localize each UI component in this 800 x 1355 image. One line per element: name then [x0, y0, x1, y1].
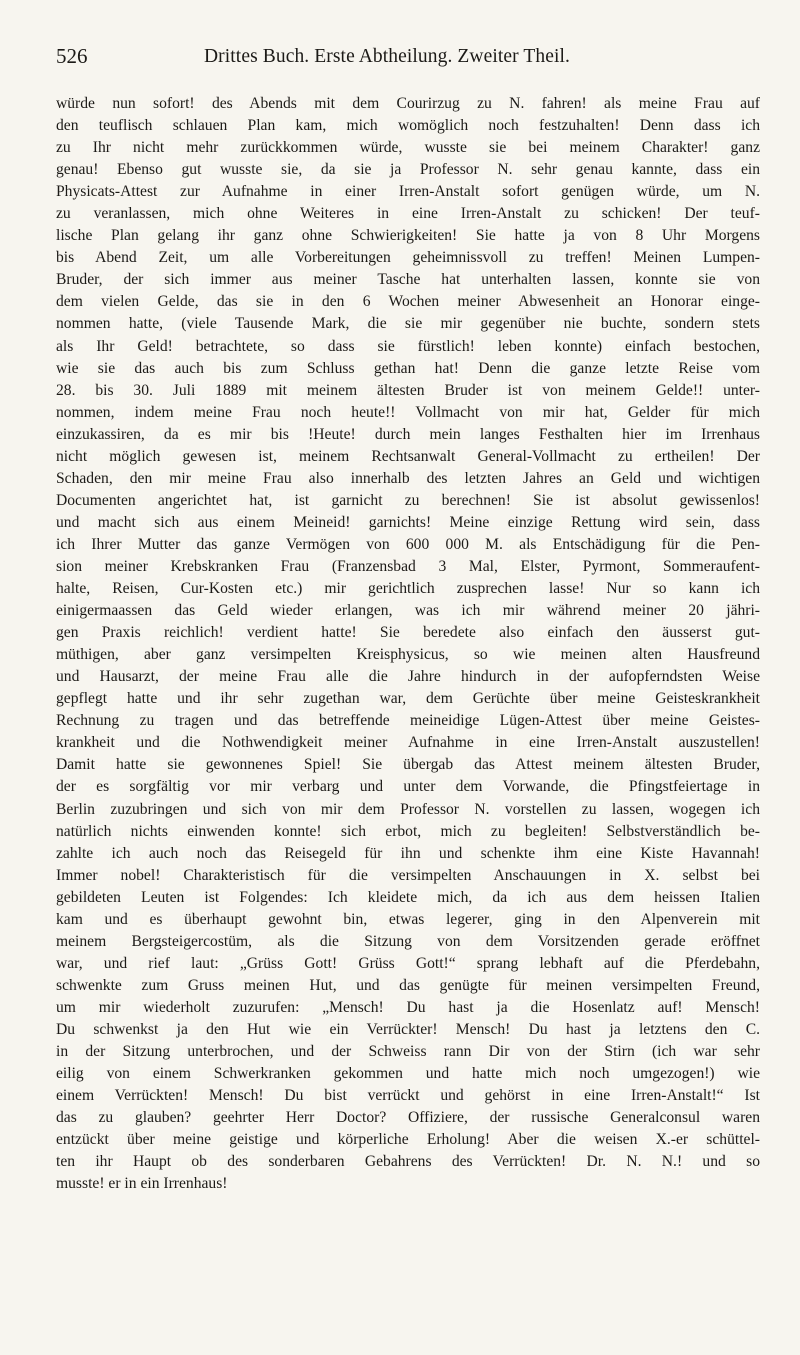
text-line: Du schwenkst ja den Hut wie ein Verrückter! Mensch! Du hast ja letztens den C.: [56, 1020, 760, 1038]
text-line: den teuflisch schlauen Plan kam, mich womöglich noch festzuhalten! Denn dass ich: [56, 117, 760, 135]
text-line: meinem Bergsteigercostüm, als die Sitzung von dem Vorsitzenden gerade eröffnet: [56, 932, 760, 950]
text-line: der es sorgfältig vor mir verbarg und unter dem Vorwande, die Pfingstfeiertage in: [56, 778, 760, 796]
text-line: kam und es überhaupt gewohnt bin, etwas legerer, ging in den Alpenverein mit: [56, 910, 760, 928]
text-line: Physicats-Attest zur Aufnahme in einer Irren-Anstalt sofort genügen würde, um N.: [56, 183, 760, 201]
text-line: und macht sich aus einem Meineid! garnichts! Meine einzige Rettung wird sein, dass: [56, 513, 760, 531]
text-line: zu Ihr nicht mehr zurückkommen würde, wusste sie bei meinem Charakter! ganz: [56, 139, 760, 157]
text-line: um mir wiederholt zuzurufen: „Mensch! Du hast ja die Hosenlatz auf! Mensch!: [56, 998, 760, 1016]
text-line: als Ihr Geld! betrachtete, so dass sie fürstlich! leben konnte) einfach bestochen,: [56, 337, 760, 355]
text-line: zu veranlassen, mich ohne Weiteres in eine Irren-Anstalt zu schicken! Der teuf-: [56, 205, 760, 223]
text-line: ich Ihrer Mutter das ganze Vermögen von 600 000 M. als Entschädigung für die Pen-: [56, 535, 760, 553]
text-line: war, und rief laut: „Grüss Gott! Grüss Gott!“ sprang lebhaft auf die Pferdebahn,: [56, 954, 760, 972]
text-line: lische Plan gelang ihr ganz ohne Schwierigkeiten! Sie hatte ja von 8 Uhr Morgens: [56, 227, 760, 245]
page-header: [56, 44, 760, 74]
text-line: Rechnung zu tragen und das betreffende meineidige Lügen-Attest über meine Geistes-: [56, 712, 760, 730]
text-line: Damit hatte sie gewonnenes Spiel! Sie übergab das Attest meinem ältesten Bruder,: [56, 756, 760, 774]
text-line: einzukassiren, da es mir bis !Heute! durch mein langes Festhalten hier im Irrenhaus: [56, 425, 760, 443]
text-line: entzückt über meine geistige und körperliche Erholung! Aber die weisen X.-er schüttel-: [56, 1131, 760, 1149]
text-line: in der Sitzung unterbrochen, und der Schweiss rann Dir von der Stirn (ich war sehr: [56, 1043, 760, 1061]
text-line: ten ihr Haupt ob des sonderbaren Gebahrens des Verrückten! Dr. N. N.! und so: [56, 1153, 760, 1171]
body-text: [56, 93, 760, 1195]
text-line: gebildeten Leuten ist Folgendes: Ich kleidete mich, da ich aus dem heissen Italien: [56, 888, 760, 906]
text-line: nommen hatte, (viele Tausende Mark, die sie mir gegenüber nie buchte, sondern stets: [56, 315, 760, 333]
text-line: gepflegt hatte und ihr sehr zugethan war, dem Gerüchte über meine Geisteskrankheit: [56, 690, 760, 708]
running-head: Drittes Buch. Erste Abtheilung. Zweiter Theil.: [204, 46, 570, 67]
text-line: genau! Ebenso gut wusste sie, da sie ja Professor N. sehr genau kannte, dass ein: [56, 161, 760, 179]
text-line: musste! er in ein Irrenhaus!: [56, 1175, 228, 1193]
text-line: eilig von einem Schwerkranken gekommen und hatte mich noch umgezogen!) wie: [56, 1065, 760, 1083]
text-line: nicht möglich gewesen ist, meinem Rechtsanwalt General-Vollmacht zu ertheilen! Der: [56, 447, 760, 465]
text-line: Bruder, der sich immer aus meiner Tasche hat unterhalten lassen, konnte sie von: [56, 271, 760, 289]
text-line: Immer nobel! Charakteristisch für die versimpelten Anschauungen in X. selbst bei: [56, 866, 760, 884]
text-line: und Hausarzt, der meine Frau alle die Jahre hindurch in der aufopferndsten Weise: [56, 668, 760, 686]
text-line: bis Abend Zeit, um alle Vorbereitungen geheimnissvoll zu treffen! Meinen Lumpen-: [56, 249, 760, 267]
text-line: Berlin zuzubringen und sich von mir dem Professor N. vorstellen zu lassen, wogegen ich: [56, 800, 760, 818]
text-line: Schaden, den mir meine Frau also innerhalb des letzten Jahres an Geld und wichtigen: [56, 469, 760, 487]
page-number: 526: [56, 44, 88, 68]
text-line: einem Verrückten! Mensch! Du bist verrückt und gehörst in eine Irren-Anstalt!“ Ist: [56, 1087, 760, 1105]
text-line: natürlich nichts einwenden konnte! sich erbot, mich zu begleiten! Selbstverständlich be-: [56, 822, 760, 840]
text-line: einigermaassen das Geld wieder erlangen, was ich mir während meiner 20 jähri-: [56, 602, 760, 620]
text-line: halte, Reisen, Cur-Kosten etc.) mir gerichtlich zusprechen lasse! Nur so kann ich: [56, 580, 760, 598]
text-line: zahlte ich auch noch das Reisegeld für ihn und schenkte ihm eine Kiste Havannah!: [56, 844, 760, 862]
text-line: das zu glauben? geehrter Herr Doctor? Offiziere, der russische Generalconsul waren: [56, 1109, 760, 1127]
text-line: Documenten angerichtet hat, ist garnicht zu berechnen! Sie ist absolut gewissenlos!: [56, 491, 760, 509]
text-line: sion meiner Krebskranken Frau (Franzensbad 3 Mal, Elster, Pyrmont, Sommeraufent-: [56, 557, 760, 575]
text-line: 28. bis 30. Juli 1889 mit meinem ältesten Bruder ist von meinem Gelde!! unter-: [56, 381, 760, 399]
text-line: krankheit und die Nothwendigkeit meiner Aufnahme in eine Irren-Anstalt auszustellen!: [56, 734, 760, 752]
text-line: würde nun sofort! des Abends mit dem Courirzug zu N. fahren! als meine Frau auf: [56, 95, 760, 112]
text-line: nommen, indem meine Frau noch heute!! Vollmacht von mir hat, Gelder für mich: [56, 403, 760, 421]
text-line: wie sie das auch bis zum Schluss gethan hat! Denn die ganze letzte Reise vom: [56, 359, 760, 377]
text-line: dem vielen Gelde, das sie in den 6 Wochen meiner Abwesenheit an Honorar einge-: [56, 293, 760, 311]
text-line: gen Praxis reichlich! verdient hatte! Sie beredete also einfach den äusserst gut-: [56, 624, 760, 642]
text-line: müthigen, aber ganz versimpelten Kreisphysicus, so wie meinen alten Hausfreund: [56, 646, 760, 664]
text-line: schwenkte zum Gruss meinen Hut, und das genügte für meinen versimpelten Freund,: [56, 976, 760, 994]
